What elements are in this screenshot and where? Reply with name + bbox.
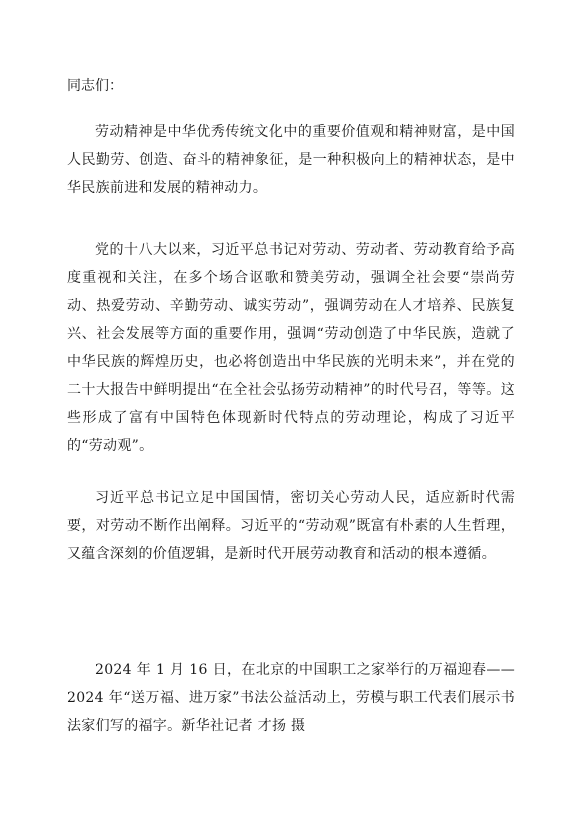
photo-caption: 2024 年 1 月 16 日，在北京的中国职工之家举行的万福迎春——2024 年“送万福、进万家”书法公益活动上，劳模与职工代表们展示书法家们写的福字。新华社记者 才扬 摄 — [67, 662, 515, 734]
paragraph-guidance: 习近平总书记立足中国国情，密切关心劳动人民，适应新时代需要，对劳动不断作出阐释。习近平的“劳动观”既富有朴素的人生哲理，又蕴含深刻的价值逻辑，是新时代开展劳动教育和活动的根本遵循。 — [67, 490, 515, 562]
salutation: 同志们： — [67, 78, 123, 94]
paragraph-labor-view: 党的十八大以来，习近平总书记对劳动、劳动者、劳动教育给予高度重视和关注，在多个场合讴歌和赞美劳动，强调全社会要“崇尚劳动、热爱劳动、辛勤劳动、诚实劳动”，强调劳动在人才培养、民族复兴、社会发展等方面的重要作用，强调“劳动创造了中华民族，造就了中华民族的辉煌历史，也必将创造出中华民族的光明未来”，并在党的二十大报告中鲜明提出“在全社会弘扬劳动精神”的时代号召，等等。这些形成了富有中国特色体现新时代特点的劳动理论，构成了习近平的“劳动观”。 — [67, 242, 515, 454]
paragraph-labor-spirit: 劳动精神是中华优秀传统文化中的重要价值观和精神财富，是中国人民勤劳、创造、奋斗的精神象征，是一种积极向上的精神状态，是中华民族前进和发展的精神动力。 — [67, 124, 515, 196]
